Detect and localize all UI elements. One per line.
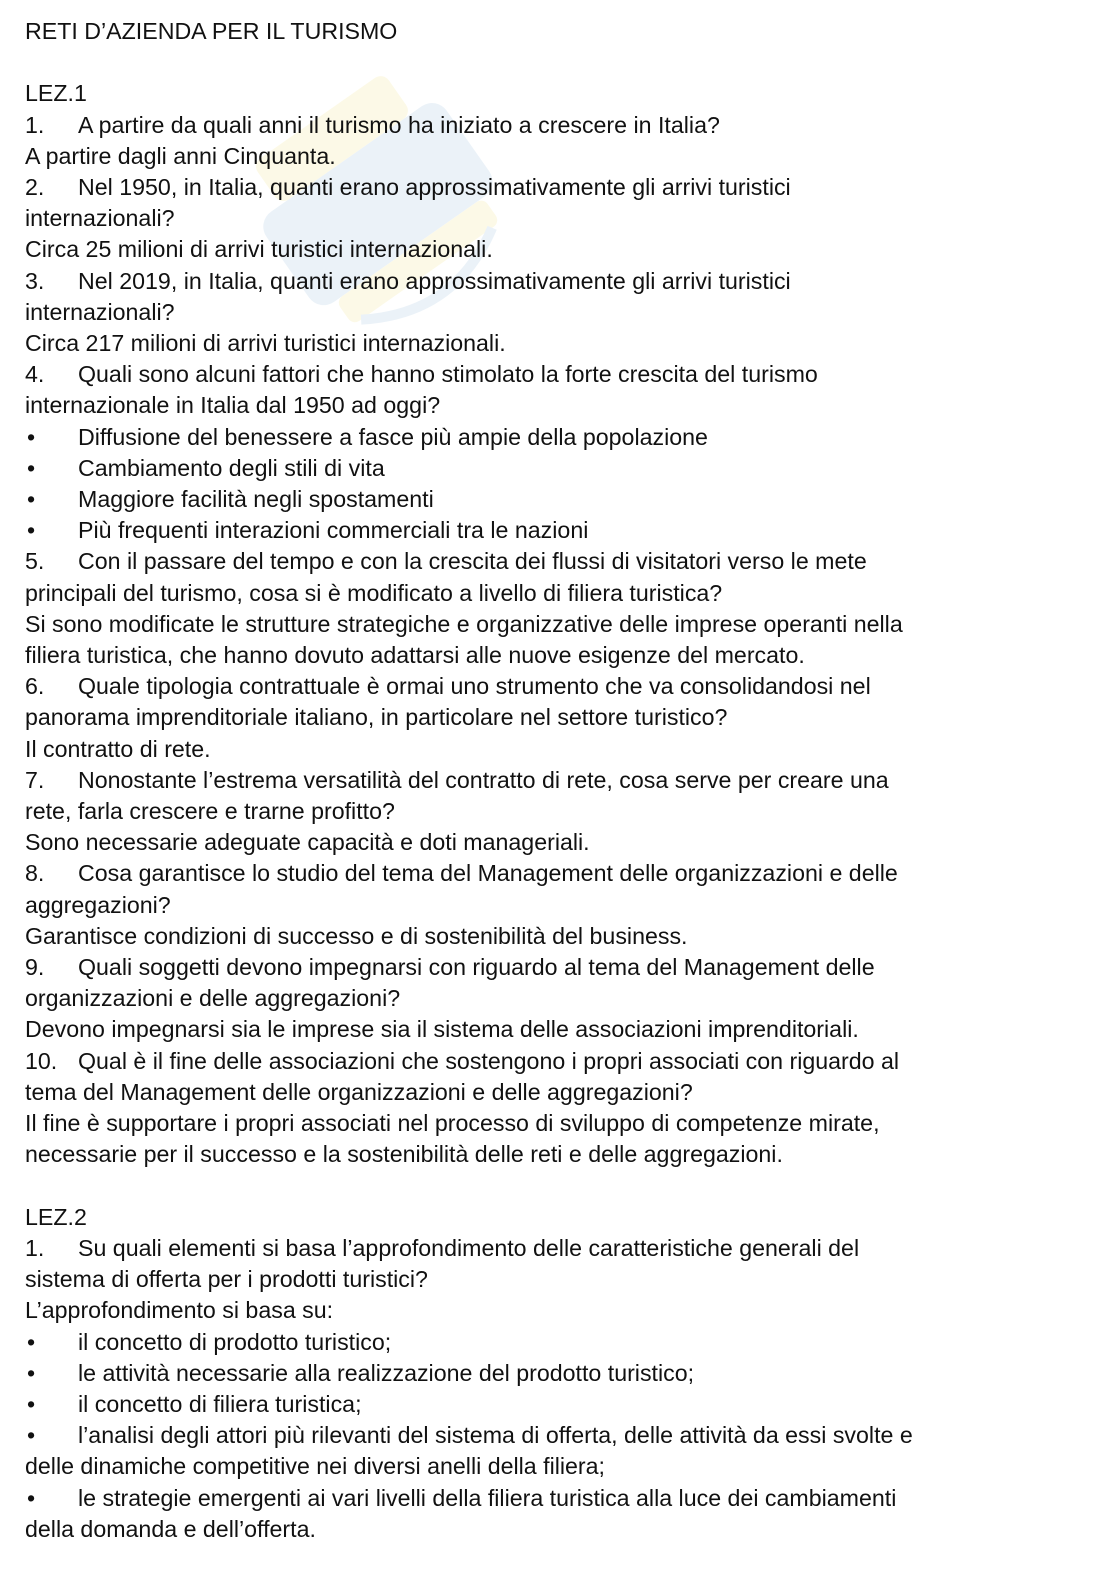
bullet-icon: • (27, 1422, 36, 1449)
line-text: Qual è il fine delle associazioni che sostengono i propri associati con riguardo al (78, 1047, 900, 1074)
line-text: Nel 1950, in Italia, quanti erano approssimativamente gli arrivi turistici (78, 174, 791, 200)
line-text: delle dinamiche competitive nei diversi anelli della filiera; (25, 1453, 605, 1480)
question-number: 1. (25, 1234, 45, 1261)
question-line (25, 671, 1091, 702)
spacer (25, 1171, 1091, 1202)
line-text: il concetto di filiera turistica; (78, 1390, 362, 1417)
text-line (25, 203, 1091, 234)
question-line (25, 858, 1091, 889)
text-line (25, 983, 1091, 1014)
text-line (25, 921, 1091, 952)
bullet-item (25, 484, 1091, 515)
line-text: tema del Management delle organizzazioni e delle aggregazioni? (25, 1078, 693, 1105)
text-line (25, 1108, 1091, 1139)
section-heading-lez1: LEZ.1 (25, 80, 87, 107)
question-number: 10. (25, 1047, 58, 1074)
question-number: 5. (25, 548, 45, 575)
line-text: principali del turismo, cosa si è modificato a livello di filiera turistica? (25, 579, 723, 606)
line-text: Cosa garantisce lo studio del tema del Management delle organizzazioni e delle (78, 860, 898, 887)
line-text: Maggiore facilità negli spostamenti (78, 486, 434, 513)
question-number: 3. (25, 267, 45, 294)
line-text: L’approfondimento si basa su: (25, 1297, 334, 1324)
line-text: rete, farla crescere e trarne profitto? (25, 798, 395, 825)
line-text: internazionale in Italia dal 1950 ad oggi? (25, 392, 441, 419)
question-number: 8. (25, 860, 45, 887)
question-line (25, 952, 1091, 983)
bullet-item (25, 453, 1091, 484)
bullet-icon: • (27, 1390, 36, 1417)
line-text: Il contratto di rete. (25, 735, 211, 762)
bullet-item (25, 1389, 1091, 1420)
question-number: 7. (25, 766, 45, 793)
line-text: il concetto di prodotto turistico; (78, 1328, 392, 1355)
line-text: Si sono modificate le strutture strategiche e organizzative delle imprese operanti nella (25, 610, 903, 637)
line-text: Quale tipologia contrattuale è ormai uno strumento che va consolidandosi nel (78, 673, 871, 700)
line-text: internazionali? (25, 205, 175, 232)
line-text: Diffusione del benessere a fasce più ampie della popolazione (78, 423, 708, 450)
line-text: Circa 217 milioni di arrivi turistici internazionali. (25, 330, 506, 357)
question-line (25, 359, 1091, 390)
line-text: panorama imprenditoriale italiano, in particolare nel settore turistico? (25, 704, 728, 731)
question-number: 4. (25, 361, 45, 388)
text-line (25, 827, 1091, 858)
text-line (25, 578, 1091, 609)
line-text: Quali soggetti devono impegnarsi con riguardo al tema del Management delle (78, 954, 875, 981)
bullet-item (25, 515, 1091, 546)
line-text: della domanda e dell’offerta. (25, 1515, 316, 1542)
bullet-icon: • (27, 423, 36, 450)
text-line (25, 609, 1091, 640)
bullet-icon: • (27, 1359, 36, 1386)
bullet-icon: • (27, 454, 36, 481)
line-text: Il fine è supportare i propri associati nel processo di sviluppo di competenze mirate, (25, 1110, 880, 1137)
question-line (25, 266, 1091, 297)
bullet-icon: • (27, 1328, 36, 1355)
text-line (25, 1514, 1091, 1545)
document-page (25, 16, 1091, 1545)
spacer (25, 47, 1091, 78)
text-line (25, 1264, 1091, 1295)
question-number: 2. (25, 174, 45, 200)
line-text: Cambiamento degli stili di vita (78, 454, 385, 481)
line-text: A partire dagli anni Cinquanta. (25, 142, 336, 169)
question-line (25, 1046, 1091, 1077)
question-number: 9. (25, 954, 45, 981)
bullet-item (25, 1327, 1091, 1358)
line-text: Più frequenti interazioni commerciali tra le nazioni (78, 517, 589, 544)
text-line (25, 141, 1091, 172)
line-text: necessarie per il successo e la sostenibilità delle reti e delle aggregazioni. (25, 1141, 783, 1168)
text-line (25, 796, 1091, 827)
section-lez1 (25, 110, 1091, 1171)
line-text: Nonostante l’estrema versatilità del contratto di rete, cosa serve per creare una (78, 766, 889, 793)
line-text: Garantisce condizioni di successo e di sostenibilità del business. (25, 922, 688, 949)
line-text: A partire da quali anni il turismo ha iniziato a crescere in Italia? (78, 111, 720, 138)
text-line (25, 734, 1091, 765)
bullet-icon: • (27, 486, 36, 513)
section-lez2 (25, 1233, 1091, 1545)
text-line (25, 234, 1091, 265)
line-text: filiera turistica, che hanno dovuto adattarsi alle nuove esigenze del mercato. (25, 642, 805, 669)
text-line (25, 1139, 1091, 1170)
line-text: Su quali elementi si basa l’approfondimento delle caratteristiche generali del (78, 1234, 860, 1261)
bullet-item (25, 1358, 1091, 1389)
line-text: Con il passare del tempo e con la crescita dei flussi di visitatori verso le mete (78, 548, 867, 575)
document-title: RETI D’AZIENDA PER IL TURISMO (25, 18, 398, 44)
text-line (25, 1451, 1091, 1482)
question-line (25, 110, 1091, 141)
line-text: sistema di offerta per i prodotti turistici? (25, 1266, 428, 1293)
line-text: organizzazioni e delle aggregazioni? (25, 985, 401, 1012)
line-text: Devono impegnarsi sia le imprese sia il sistema delle associazioni imprenditoriali. (25, 1016, 859, 1043)
text-line (25, 328, 1091, 359)
line-text: Quali sono alcuni fattori che hanno stimolato la forte crescita del turismo (78, 361, 818, 388)
question-line (25, 546, 1091, 577)
text-line (25, 1077, 1091, 1108)
text-line (25, 1014, 1091, 1045)
bullet-icon: • (27, 1484, 36, 1511)
line-text: aggregazioni? (25, 891, 171, 918)
bullet-item (25, 1420, 1091, 1451)
line-text: le attività necessarie alla realizzazione del prodotto turistico; (78, 1359, 695, 1386)
question-line (25, 765, 1091, 796)
text-line (25, 640, 1091, 671)
question-number: 6. (25, 673, 45, 700)
line-text: Nel 2019, in Italia, quanti erano approssimativamente gli arrivi turistici (78, 267, 791, 294)
line-text: Circa 25 milioni di arrivi turistici internazionali. (25, 236, 493, 263)
question-line (25, 1233, 1091, 1264)
section-heading-lez2: LEZ.2 (25, 1203, 87, 1230)
bullet-icon: • (27, 517, 36, 544)
bullet-item (25, 1483, 1091, 1514)
bullet-item (25, 422, 1091, 453)
text-line (25, 702, 1091, 733)
line-text: l’analisi degli attori più rilevanti del sistema di offerta, delle attività da essi svolte e (78, 1422, 913, 1449)
text-line (25, 890, 1091, 921)
text-line (25, 297, 1091, 328)
line-text: le strategie emergenti ai vari livelli della filiera turistica alla luce dei cambiamenti (78, 1484, 897, 1511)
question-number: 1. (25, 111, 45, 138)
line-text: internazionali? (25, 298, 175, 325)
question-line (25, 172, 1091, 203)
line-text: Sono necessarie adeguate capacità e doti manageriali. (25, 829, 590, 856)
text-line (25, 1295, 1091, 1326)
text-line (25, 390, 1091, 421)
